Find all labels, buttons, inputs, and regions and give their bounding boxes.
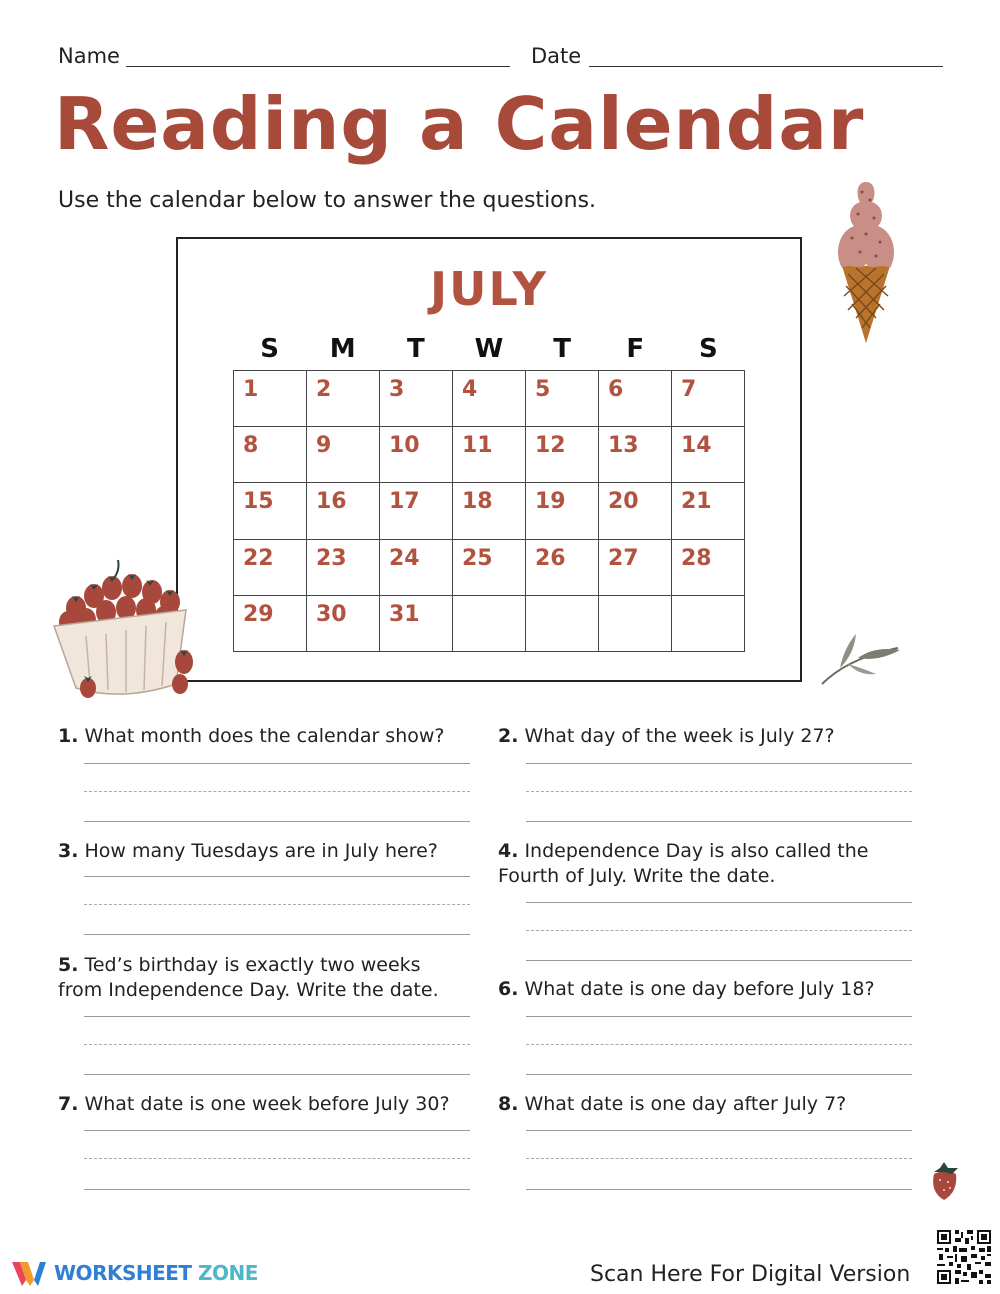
calendar-day-cell: 16 [307, 483, 380, 539]
brand-name [54, 1261, 258, 1285]
calendar-day-cell [453, 596, 526, 652]
strawberry-basket-icon [46, 556, 206, 702]
calendar-day-cell: 11 [453, 427, 526, 483]
calendar-day-cell: 10 [380, 427, 453, 483]
weekday-sunday: S [260, 334, 279, 364]
calendar-day-cell: 18 [453, 483, 526, 539]
strawberry-icon [926, 1158, 966, 1204]
question-number: 4. [498, 840, 519, 862]
answer-line[interactable] [84, 934, 470, 935]
calendar-day-cell: 14 [672, 427, 745, 483]
answer-guide-line [526, 791, 912, 792]
question-7 [58, 1092, 458, 1117]
question-4 [498, 839, 888, 889]
answer-line[interactable] [84, 1130, 470, 1131]
scan-text: Scan Here For Digital Version [590, 1262, 911, 1287]
question-number: 8. [498, 1093, 519, 1115]
calendar-day-cell: 31 [380, 596, 453, 652]
brand-logo[interactable] [10, 1258, 258, 1288]
question-number: 3. [58, 840, 79, 862]
answer-line[interactable] [84, 821, 470, 822]
question-number: 2. [498, 725, 519, 747]
calendar-day-cell [672, 596, 745, 652]
question-6 [498, 977, 898, 1002]
calendar-day-cell: 9 [307, 427, 380, 483]
question-1 [58, 724, 458, 749]
question-text: What date is one day after July 7? [524, 1093, 847, 1115]
calendar-day-cell: 12 [526, 427, 599, 483]
answer-guide-line [84, 1044, 470, 1045]
question-2 [498, 724, 898, 749]
answer-line[interactable] [526, 1189, 912, 1190]
calendar-day-cell: 8 [234, 427, 307, 483]
brand-name-secondary: ZONE [198, 1261, 258, 1285]
answer-guide-line [526, 1044, 912, 1045]
calendar-day-cell: 5 [526, 371, 599, 427]
weekday-saturday: S [699, 334, 718, 364]
date-label: Date [531, 44, 582, 68]
calendar-day-cell: 21 [672, 483, 745, 539]
calendar-day-cell: 23 [307, 540, 380, 596]
answer-line[interactable] [84, 763, 470, 764]
answer-guide-line [526, 1158, 912, 1159]
answer-line[interactable] [526, 821, 912, 822]
calendar-day-cell [599, 596, 672, 652]
answer-line[interactable] [526, 763, 912, 764]
calendar-day-cell: 27 [599, 540, 672, 596]
question-number: 7. [58, 1093, 79, 1115]
calendar-day-cell: 22 [234, 540, 307, 596]
calendar-day-cell: 4 [453, 371, 526, 427]
calendar-grid [233, 370, 745, 652]
question-text: What day of the week is July 27? [524, 725, 835, 747]
answer-line[interactable] [526, 1016, 912, 1017]
calendar-day-cell: 26 [526, 540, 599, 596]
question-text: How many Tuesdays are in July here? [84, 840, 438, 862]
question-text: What date is one day before July 18? [524, 978, 875, 1000]
answer-line[interactable] [84, 876, 470, 877]
question-text: What month does the calendar show? [84, 725, 445, 747]
calendar-month: JULY [430, 262, 548, 316]
answer-guide-line [84, 904, 470, 905]
calendar-day-cell [526, 596, 599, 652]
calendar-day-cell: 3 [380, 371, 453, 427]
calendar-day-cell: 6 [599, 371, 672, 427]
answer-line[interactable] [526, 1130, 912, 1131]
qr-code-icon[interactable] [935, 1228, 993, 1286]
answer-line[interactable] [526, 902, 912, 903]
instructions-text: Use the calendar below to answer the questions. [58, 188, 597, 213]
date-line[interactable] [589, 66, 943, 67]
answer-line[interactable] [84, 1189, 470, 1190]
answer-line[interactable] [526, 960, 912, 961]
question-5 [58, 953, 468, 1003]
weekday-thursday: T [553, 334, 571, 364]
answer-line[interactable] [84, 1074, 470, 1075]
question-number: 1. [58, 725, 79, 747]
calendar-day-cell: 29 [234, 596, 307, 652]
calendar-day-cell: 20 [599, 483, 672, 539]
calendar-day-cell: 25 [453, 540, 526, 596]
question-text: What date is one week before July 30? [84, 1093, 450, 1115]
name-line[interactable] [126, 66, 510, 67]
name-label: Name [58, 44, 120, 68]
calendar-day-cell: 7 [672, 371, 745, 427]
worksheetzone-logo-icon [10, 1258, 48, 1288]
calendar-day-cell: 28 [672, 540, 745, 596]
calendar-day-cell: 2 [307, 371, 380, 427]
answer-guide-line [84, 1158, 470, 1159]
brand-name-primary: WORKSHEET [54, 1261, 192, 1285]
page-title: Reading a Calendar [54, 82, 865, 166]
question-text: Ted’s birthday is exactly two weeks from Independence Day. Write the date. [58, 954, 439, 1001]
calendar-weekday-header [233, 334, 745, 364]
weekday-monday: M [329, 334, 356, 364]
calendar-day-cell: 24 [380, 540, 453, 596]
ice-cream-icon [826, 178, 906, 348]
answer-guide-line [526, 930, 912, 931]
answer-line[interactable] [526, 1074, 912, 1075]
question-number: 6. [498, 978, 519, 1000]
leaf-sprig-icon [818, 628, 904, 688]
weekday-tuesday: T [406, 334, 425, 364]
answer-line[interactable] [84, 1016, 470, 1017]
answer-guide-line [84, 791, 470, 792]
calendar-day-cell: 17 [380, 483, 453, 539]
calendar-day-cell: 13 [599, 427, 672, 483]
weekday-friday: F [626, 334, 645, 364]
question-3 [58, 839, 458, 864]
calendar-day-cell: 15 [234, 483, 307, 539]
weekday-wednesday: W [474, 334, 504, 364]
question-8 [498, 1092, 898, 1117]
question-text: Independence Day is also called the Fourth of July. Write the date. [498, 840, 869, 887]
calendar-day-cell: 19 [526, 483, 599, 539]
calendar-day-cell: 1 [234, 371, 307, 427]
question-number: 5. [58, 954, 79, 976]
calendar-day-cell: 30 [307, 596, 380, 652]
